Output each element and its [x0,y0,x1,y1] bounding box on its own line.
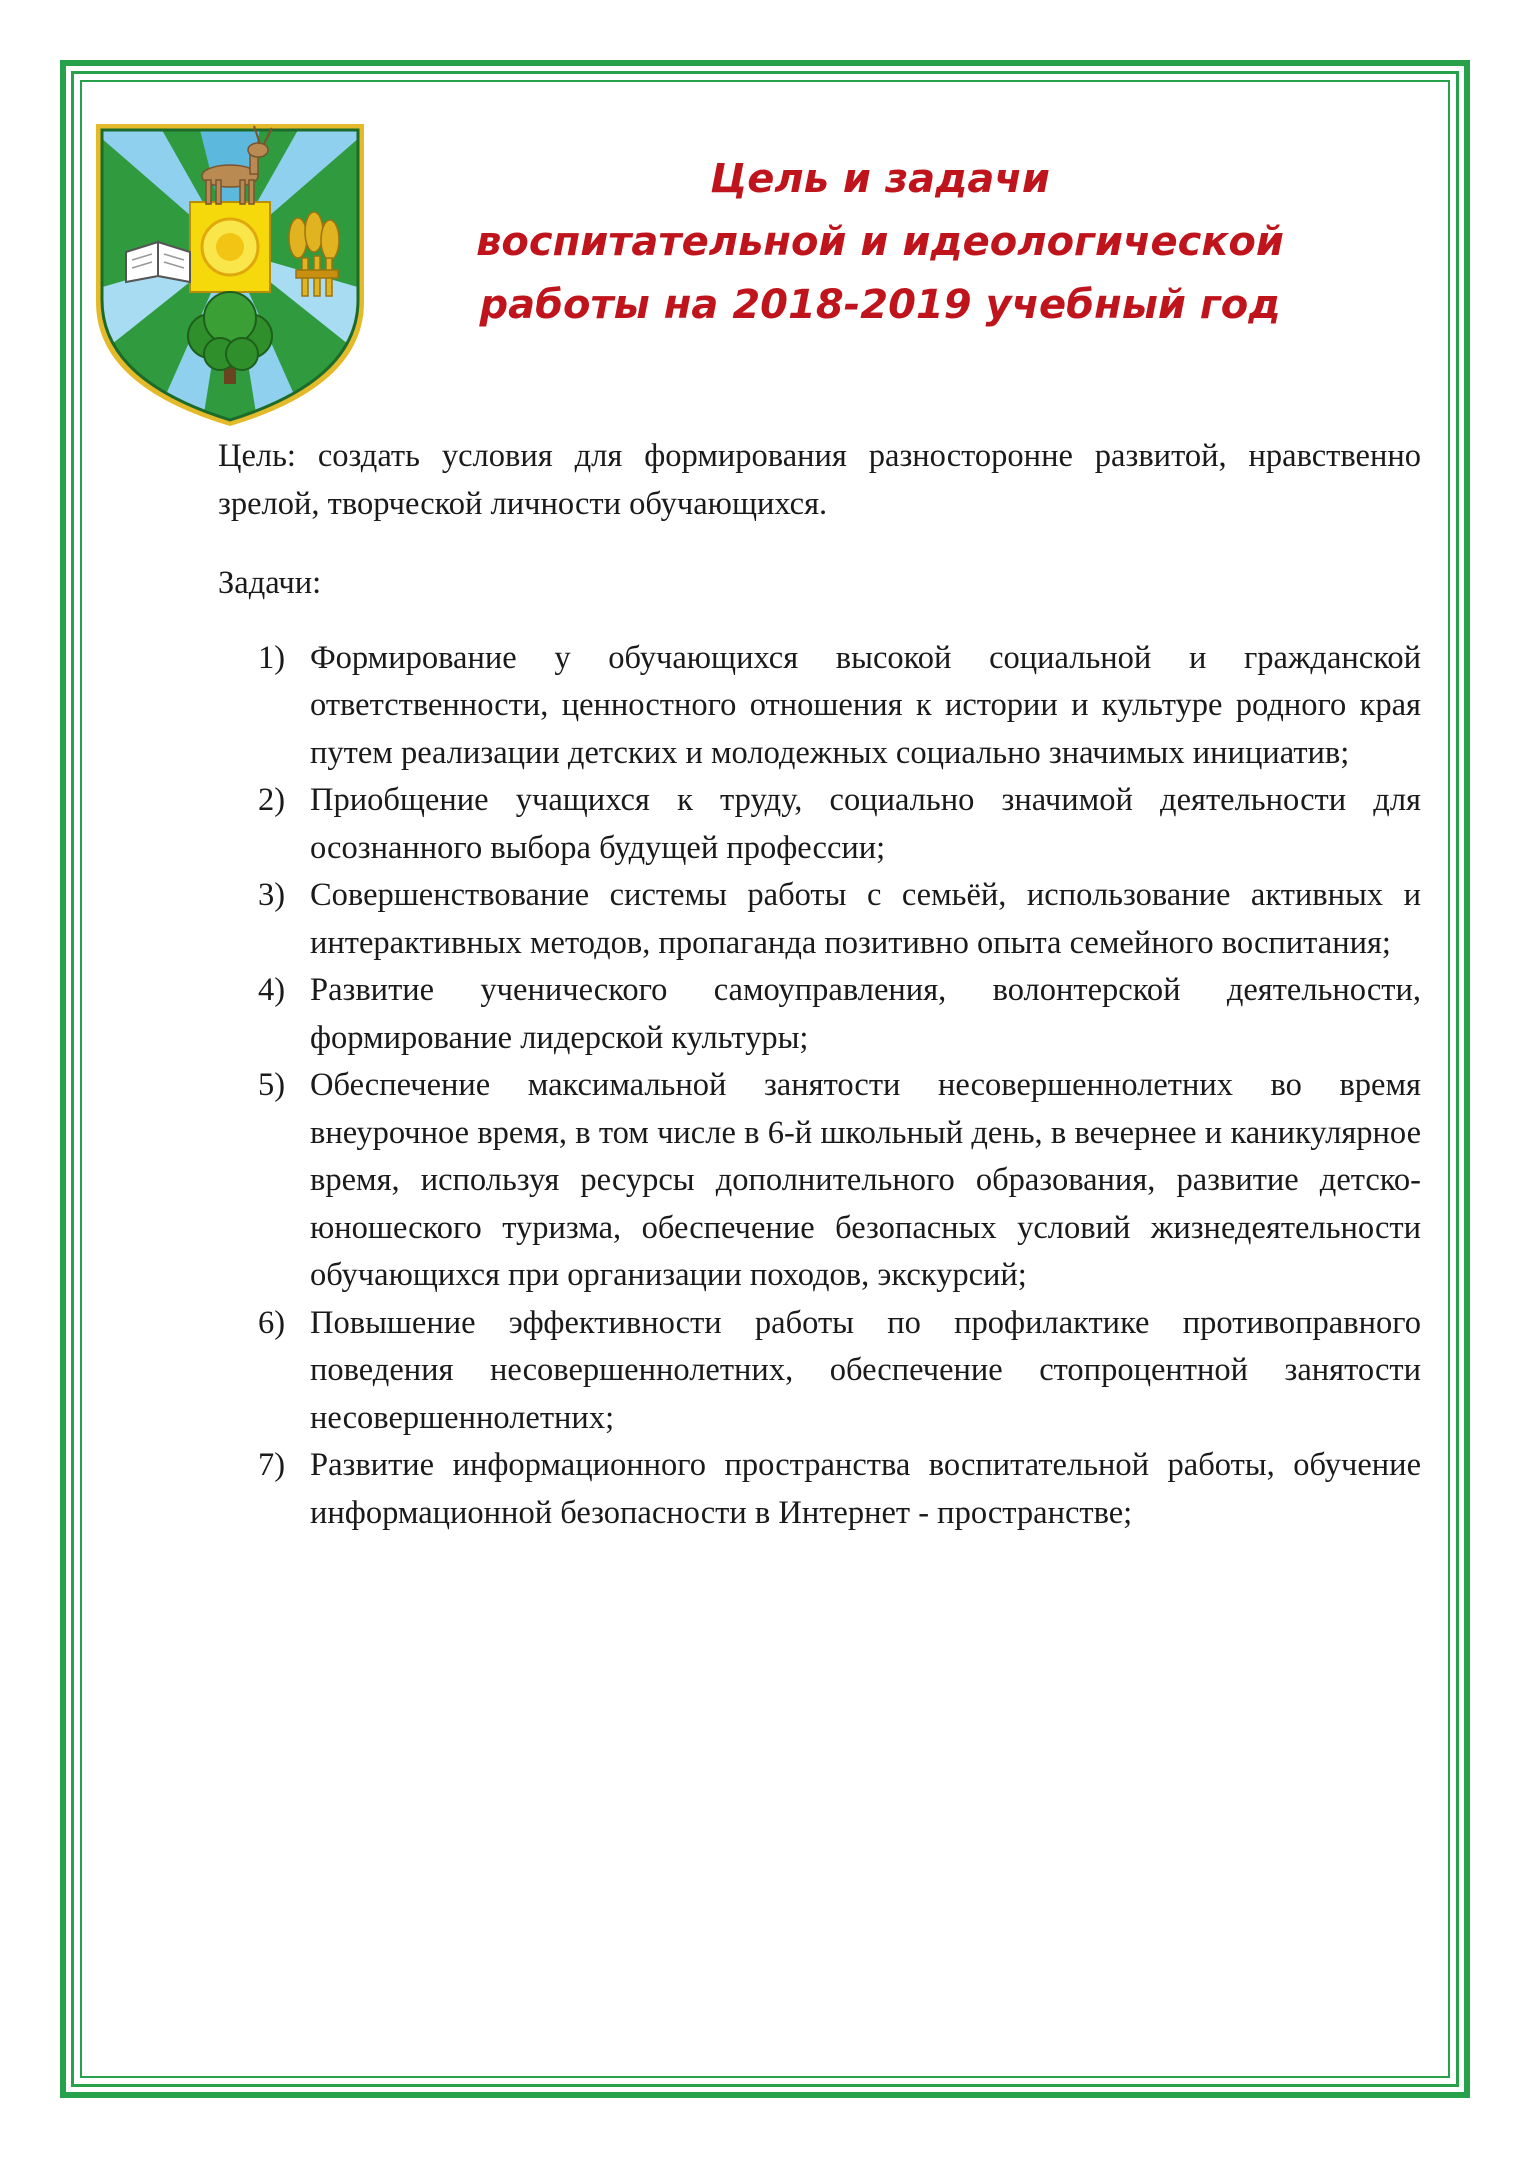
goal-paragraph: Цель: создать условия для формирования разносторонне развитой, нравственно зрелой, творческой личности обучающихся. [218,438,1421,522]
list-item-number: 1) [258,639,286,676]
list-item-number: 2) [258,782,286,818]
list-item-number: 6) [258,1304,286,1341]
tasks-list [218,635,1421,1538]
title-line-3: работы на 2018-2019 учебный год [479,282,1281,328]
list-item-number: 7) [258,1447,286,1483]
tasks-heading: Задачи: [218,565,322,601]
coat-of-arms-icon [92,110,368,426]
list-item-text: Приобщение учащихся к труду, социально значимой деятельности для осознанного выбора будущей профессии; [310,782,1421,866]
list-item-text: Обеспечение максимальной занятости несовершеннолетних во время внеурочное время, в том числе в 6-й школьный день, в вечернее и каникулярное время, используя ресурсы дополнительного образования, развитие детско-юношеского туризма, обеспечение безопасных условий жизнедеятельности обучающихся при организации походов, экскурсий; [310,1067,1421,1293]
document-body [218,433,1421,1537]
title-line-1: Цель и задачи [710,156,1050,202]
list-item-text: Развитие ученического самоуправления, волонтерской деятельности, формирование лидерской культуры; [310,972,1421,1056]
list-item-number: 5) [258,1067,286,1103]
list-item-number: 4) [258,972,286,1008]
list-item-text: Совершенствование системы работы с семьёй, использование активных и интерактивных методов, пропаганда позитивно опыта семейного воспитания; [310,877,1421,961]
list-item-number: 3) [258,877,286,913]
list-item-text: Развитие информационного пространства воспитательной работы, обучение информационной безопасности в Интернет - пространстве; [310,1447,1421,1531]
list-item [258,1442,1421,1537]
document-title [430,148,1330,337]
list-item [258,1062,1421,1300]
list-item [258,1300,1421,1443]
list-item [258,777,1421,872]
list-item [258,872,1421,967]
list-item-text: Повышение эффективности работы по профилактике противоправного поведения несовершеннолетних, обеспечение стопроцентной занятости несовершеннолетних; [310,1304,1421,1436]
list-item [258,635,1421,778]
list-item [258,967,1421,1062]
list-item-text: Формирование у обучающихся высокой социальной и гражданской ответственности, ценностного отношения к истории и культуре родного края путем реализации детских и молодежных социально значимых инициатив; [310,639,1421,771]
title-line-2: воспитательной и идеологической [476,219,1284,265]
